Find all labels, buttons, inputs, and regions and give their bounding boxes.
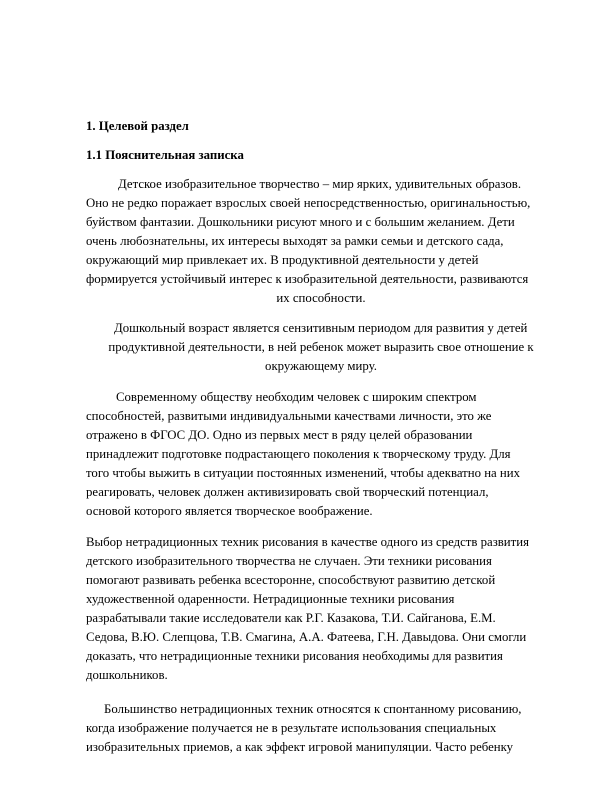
paragraph-2 (86, 319, 556, 376)
paragraph-line: продуктивной деятельности, в ней ребенок может выразить свое отношение к (108, 340, 534, 354)
paragraph-line: способностей, развитыми индивидуальными качествами личности, это же (86, 409, 492, 423)
paragraph-line: Детское изобразительное творчество – мир ярких, удивительных образов. (118, 177, 522, 191)
paragraph-line: художественной одаренности. Нетрадиционные техники рисования (86, 592, 455, 606)
paragraph-4 (86, 533, 556, 685)
paragraph-line: Выбор нетрадиционных техник рисования в качестве одного из средств развития (86, 535, 529, 549)
paragraph-line: реагировать, человек должен активизировать свой творческий потенциал, (86, 485, 489, 499)
paragraph-line: помогают развивать ребенка всесторонне, способствуют развитию детской (86, 573, 496, 587)
paragraph-line: формируется устойчивый интерес к изобразительной деятельности, развиваются (86, 272, 529, 286)
paragraph-line: детского изобразительного творчества не случаен. Эти техники рисования (86, 554, 492, 568)
paragraph-line: Оно не редко поражает взрослых своей непосредственностью, оригинальностью, (86, 196, 531, 210)
paragraph-line: принадлежит подготовке подрастающего поколения к творческому труду. Для (86, 447, 511, 461)
paragraph-line: Седова, В.Ю. Слепцова, Т.В. Смагина, А.А. Фатеева, Г.Н. Давыдова. Они смогли (86, 630, 527, 644)
paragraph-line: разрабатывали такие исследователи как Р.Г. Казакова, Т.И. Сайганова, Е.М. (86, 611, 496, 625)
paragraph-line: Современному обществу необходим человек с широким спектром (116, 390, 477, 404)
paragraph-line: отражено в ФГОС ДО. Одно из первых мест в ряду целей образовании (86, 428, 473, 442)
paragraph-line: того чтобы выжить в ситуации постоянных изменений, чтобы адекватно на них (86, 466, 521, 480)
paragraph-line: изобразительных приемов, а как эффект игровой манипуляции. Часто ребенку (86, 740, 514, 754)
subsection-heading: 1.1 Пояснительная записка (86, 148, 244, 162)
paragraph-line: дошкольников. (86, 668, 168, 682)
paragraph-line: окружающий мир привлекает их. В продуктивной деятельности у детей (86, 253, 479, 267)
paragraph-5 (86, 700, 556, 757)
paragraph-line: окружающему миру. (265, 359, 377, 373)
paragraph-line: доказать, что нетрадиционные техники рисования необходимы для развития (86, 649, 503, 663)
paragraph-1 (86, 175, 556, 308)
paragraph-line: буйством фантазии. Дошкольники рисуют много и с большим желанием. Дети (86, 215, 515, 229)
section-heading: 1. Целевой раздел (86, 119, 189, 133)
paragraph-line: Большинство нетрадиционных техник относятся к спонтанному рисованию, (104, 702, 522, 716)
paragraph-3 (86, 388, 556, 521)
paragraph-line: очень любознательны, их интересы выходят за рамки семьи и детского сада, (86, 234, 504, 248)
paragraph-line: их способности. (276, 291, 366, 305)
paragraph-line: Дошкольный возраст является сензитивным периодом для развития у детей (114, 321, 528, 335)
paragraph-line: когда изображение получается не в результате использования специальных (86, 721, 497, 735)
paragraph-line: основой которого является творческое воображение. (86, 504, 373, 518)
